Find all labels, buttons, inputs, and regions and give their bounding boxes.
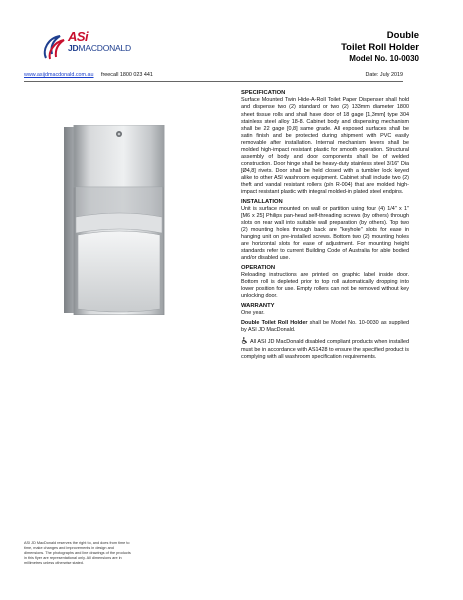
disabled-compliance-note: All ASI JD MacDonald disabled compliant products when installed must be in accordance with AS1428 to ensure the specified product is complying with all washroom specification requirements. bbox=[241, 339, 409, 360]
document-date: Date: July 2019 bbox=[365, 72, 403, 78]
product-title-block bbox=[341, 30, 419, 64]
warranty-heading: WARRANTY bbox=[241, 302, 275, 309]
installation-heading: INSTALLATION bbox=[241, 198, 283, 205]
logo-jdmacdonald-text: JDMACDONALD bbox=[68, 43, 131, 53]
phone-number: freecall 1800 023 441 bbox=[101, 72, 153, 78]
wheelchair-icon bbox=[241, 337, 248, 344]
logo-swirl-icon bbox=[40, 32, 68, 62]
footer-disclaimer: ASI JD MacDonald reserves the right to, and does from time to time, make changes and improvements in design and dimensions. The photographs and line drawings of the products in this flyer are representational only. All dimensions are in millimetres unless otherwise stated. bbox=[24, 541, 131, 565]
product-title-line1: Double bbox=[386, 30, 419, 41]
website-link[interactable]: www.asijdmacdonald.com.au bbox=[24, 72, 94, 78]
operation-heading: OPERATION bbox=[241, 264, 276, 271]
model-number: Model No. 10-0030 bbox=[349, 54, 419, 63]
logo-asi-text: ASi bbox=[68, 29, 89, 44]
specification-statement: Double Toilet Roll Holder shall be Model No. 10-0030 as supplied by ASI JD MacDonald. bbox=[241, 320, 410, 334]
operation-body: Reloading instructions are printed on graphic label inside door. Bottom roll is depleted prior to top roll automatically dropping into lower position for use. Empty rollers can not be removed without key unlocking door. bbox=[241, 272, 409, 300]
warranty-body: One year. bbox=[241, 310, 265, 317]
company-logo bbox=[40, 29, 150, 63]
header-divider bbox=[24, 81, 403, 82]
product-title-line2: Toilet Roll Holder bbox=[341, 41, 419, 53]
specification-content bbox=[241, 90, 409, 363]
installation-body: Unit is surface mounted on wall or partition using four (4) 1/4" x 1" [M6 x 25] Philips pan-head self-threading screws (by others) through slots on rear wall into suitable wall preparation (by others). Top two (2) mounting holes through back are "keyhole" slots for ease in hanging unit on pre-installed screws. Bottom two (2) mounting holes are horizontal slots for ease of adjustment. For mounting height standards refer to current Building Code of Australia for able bodied and/or disabled use. bbox=[241, 205, 409, 262]
specification-body: Surface Mounted Twin Hide-A-Roll Toilet Paper Dispenser shall hold and dispense two (2) standard or two (2) 133mm diameter 1800 sheet tissue rolls and shall have door of 18 gage [1,3mm] type 304 stainless steel alloy 18-8. Cabinet body and dispensing mechanism shall be 22 gage [0,8] same grade. All exposed surfaces shall be satin finish and be protected during shipment with PVC easily removable after installation. Internal mechanism levers shall be molded high-impact resistant plastic for smooth operation. Structural assembly of body and door components shall be of welded construction. Door hinge shall be heavy-duty stainless steel 3/16" Dia [Ø4,8] rivets. Door shall be held closed with a tumbler lock keyed alike to other ASI washroom equipment. Cabinet shall include two (2) theft and vandal resistant rollers (p/n R-004) that are molded high-impact resistant plastic with integral molded-in plated steel endpins. bbox=[241, 97, 409, 196]
product-photo bbox=[60, 125, 168, 315]
specification-heading: SPECIFICATION bbox=[241, 90, 286, 96]
